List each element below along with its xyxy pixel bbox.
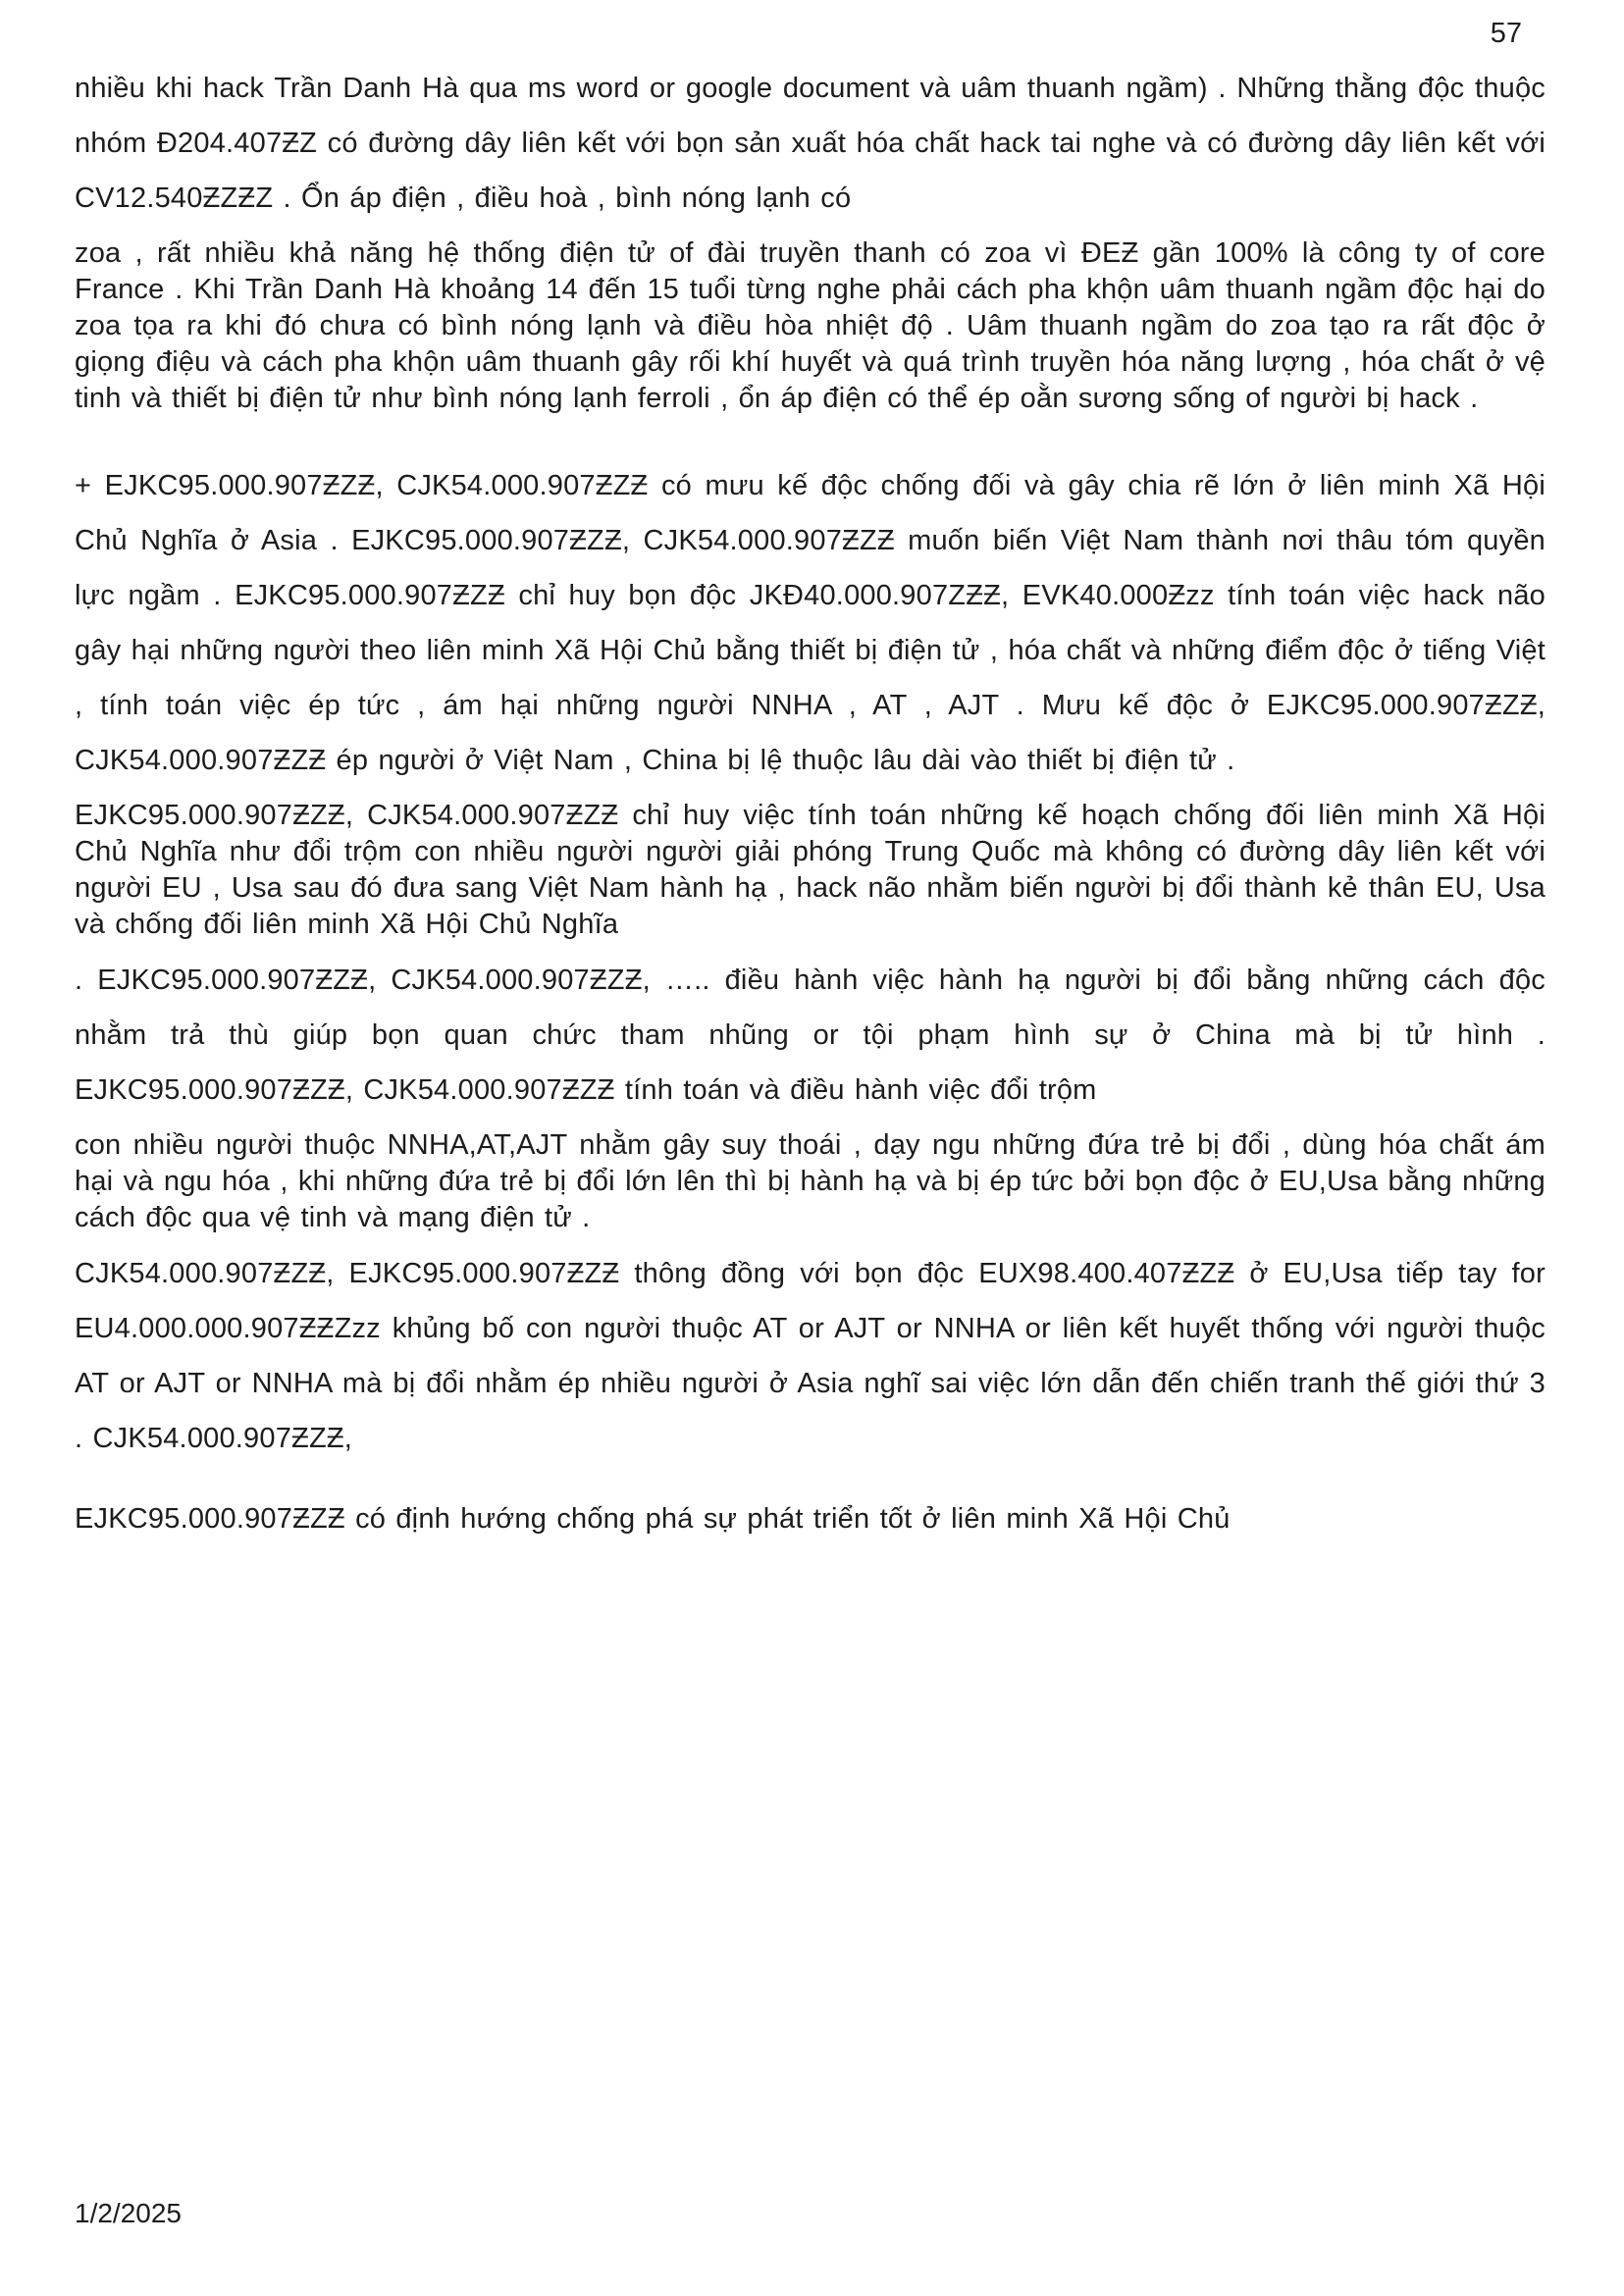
body-paragraph: zoa , rất nhiều khả năng hệ thống điện tử of đài truyền thanh có zoa vì ĐEƵ gần 100% là công ty of core France . Khi Trần Danh Hà khoảng 14 đến 15 tuổi từng nghe phải cách pha khộn uâm thuanh ngầm độc hại do zoa tọa ra khi đó chưa có bình nóng lạnh và điều hòa nhiệt độ . Uâm thuanh ngầm do zoa tạo ra rất độc ở giọng điệu và cách pha khộn uâm thuanh gây rối khí huyết và quá trình truyền hóa năng lượng , hóa chất ở vệ tinh và thiết bị điện tử như bình nóng lạnh ferroli , ổn áp điện có thể ép oằn sương sống of người bị hack . [75, 237, 1545, 414]
body-paragraph: CJK54.000.907ƵZƵ, EJKC95.000.907ƵZƵ thông đồng với bọn độc EUX98.400.407ƵZƵ ở EU,Usa tiếp tay for EU4.000.000.907ƵƵZzz khủng bố con người thuộc AT or AJT or NNHA or liên kết huyết thống với người thuộc AT or AJT or NNHA mà bị đổi nhằm ép nhiều người ở Asia nghĩ sai việc lớn dẫn đến chiến tranh thế giới thứ 3 . CJK54.000.907ƵZƵ, [75, 1258, 1545, 1454]
body-paragraph: nhiều khi hack Trần Danh Hà qua ms word or google document và uâm thuanh ngầm) . Những thằng độc thuộc nhóm Đ204.407ƵZ có đường dây liên kết với bọn sản xuất hóa chất hack tai nghe và có đường dây liên kết với CV12.540ƵZƵZ . Ổn áp điện , điều hoà , bình nóng lạnh có [75, 73, 1545, 214]
body-paragraph: EJKC95.000.907ƵZƵ có định hướng chống phá sự phát triển tốt ở liên minh Xã Hội Chủ [75, 1503, 1231, 1535]
body-paragraph: + EJKC95.000.907ƵZƵ, CJK54.000.907ƵZƵ có mưu kế độc chống đối và gây chia rẽ lớn ở liên minh Xã Hội Chủ Nghĩa ở Asia . EJKC95.000.907ƵZƵ, CJK54.000.907ƵZƵ muốn biến Việt Nam thành nơi thâu tóm quyền lực ngầm . EJKC95.000.907ƵZƵ chỉ huy bọn độc JKĐ40.000.907ZƵƵ, EVK40.000Ƶzz tính toán việc hack não gây hại những người theo liên minh Xã Hội Chủ bằng thiết bị điện tử , hóa chất và những điểm độc ở tiếng Việt , tính toán việc ép tức , ám hại những người NNHA , AT , AJT . Mưu kế độc ở EJKC95.000.907ƵZƵ, CJK54.000.907ƵZƵ ép người ở Việt Nam , China bị lệ thuộc lâu dài vào thiết bị điện tử . [75, 470, 1545, 776]
body-paragraph: . EJKC95.000.907ƵZƵ, CJK54.000.907ƵZƵ, ….. điều hành việc hành hạ người bị đổi bằng những cách độc nhằm trả thù giúp bọn quan chức tham nhũng or tội phạm hình sự ở China mà bị tử hình . EJKC95.000.907ƵZƵ, CJK54.000.907ƵZƵ tính toán và điều hành việc đổi trộm [75, 965, 1545, 1106]
body-paragraph: EJKC95.000.907ƵZƵ, CJK54.000.907ƵZƵ chỉ huy việc tính toán những kế hoạch chống đối liên minh Xã Hội Chủ Nghĩa như đổi trộm con nhiều người người giải phóng Trung Quốc mà không có đường dây liên kết với người EU , Usa sau đó đưa sang Việt Nam hành hạ , hack não nhằm biến người bị đổi thành kẻ thân EU, Usa và chống đối liên minh Xã Hội Chủ Nghĩa [75, 800, 1545, 940]
footer-date: 1/2/2025 [75, 2198, 182, 2228]
document-body [75, 61, 1545, 1556]
body-paragraph: con nhiều người thuộc NNHA,AT,AJT nhằm gây suy thoái , dạy ngu những đứa trẻ bị đổi , dùng hóa chất ám hại và ngu hóa , khi những đứa trẻ bị đổi lớn lên thì bị hành hạ và bị ép tức bởi bọn độc ở EU,Usa bằng những cách độc qua vệ tinh và mạng điện tử . [75, 1129, 1545, 1233]
page-number: 57 [1490, 18, 1522, 49]
